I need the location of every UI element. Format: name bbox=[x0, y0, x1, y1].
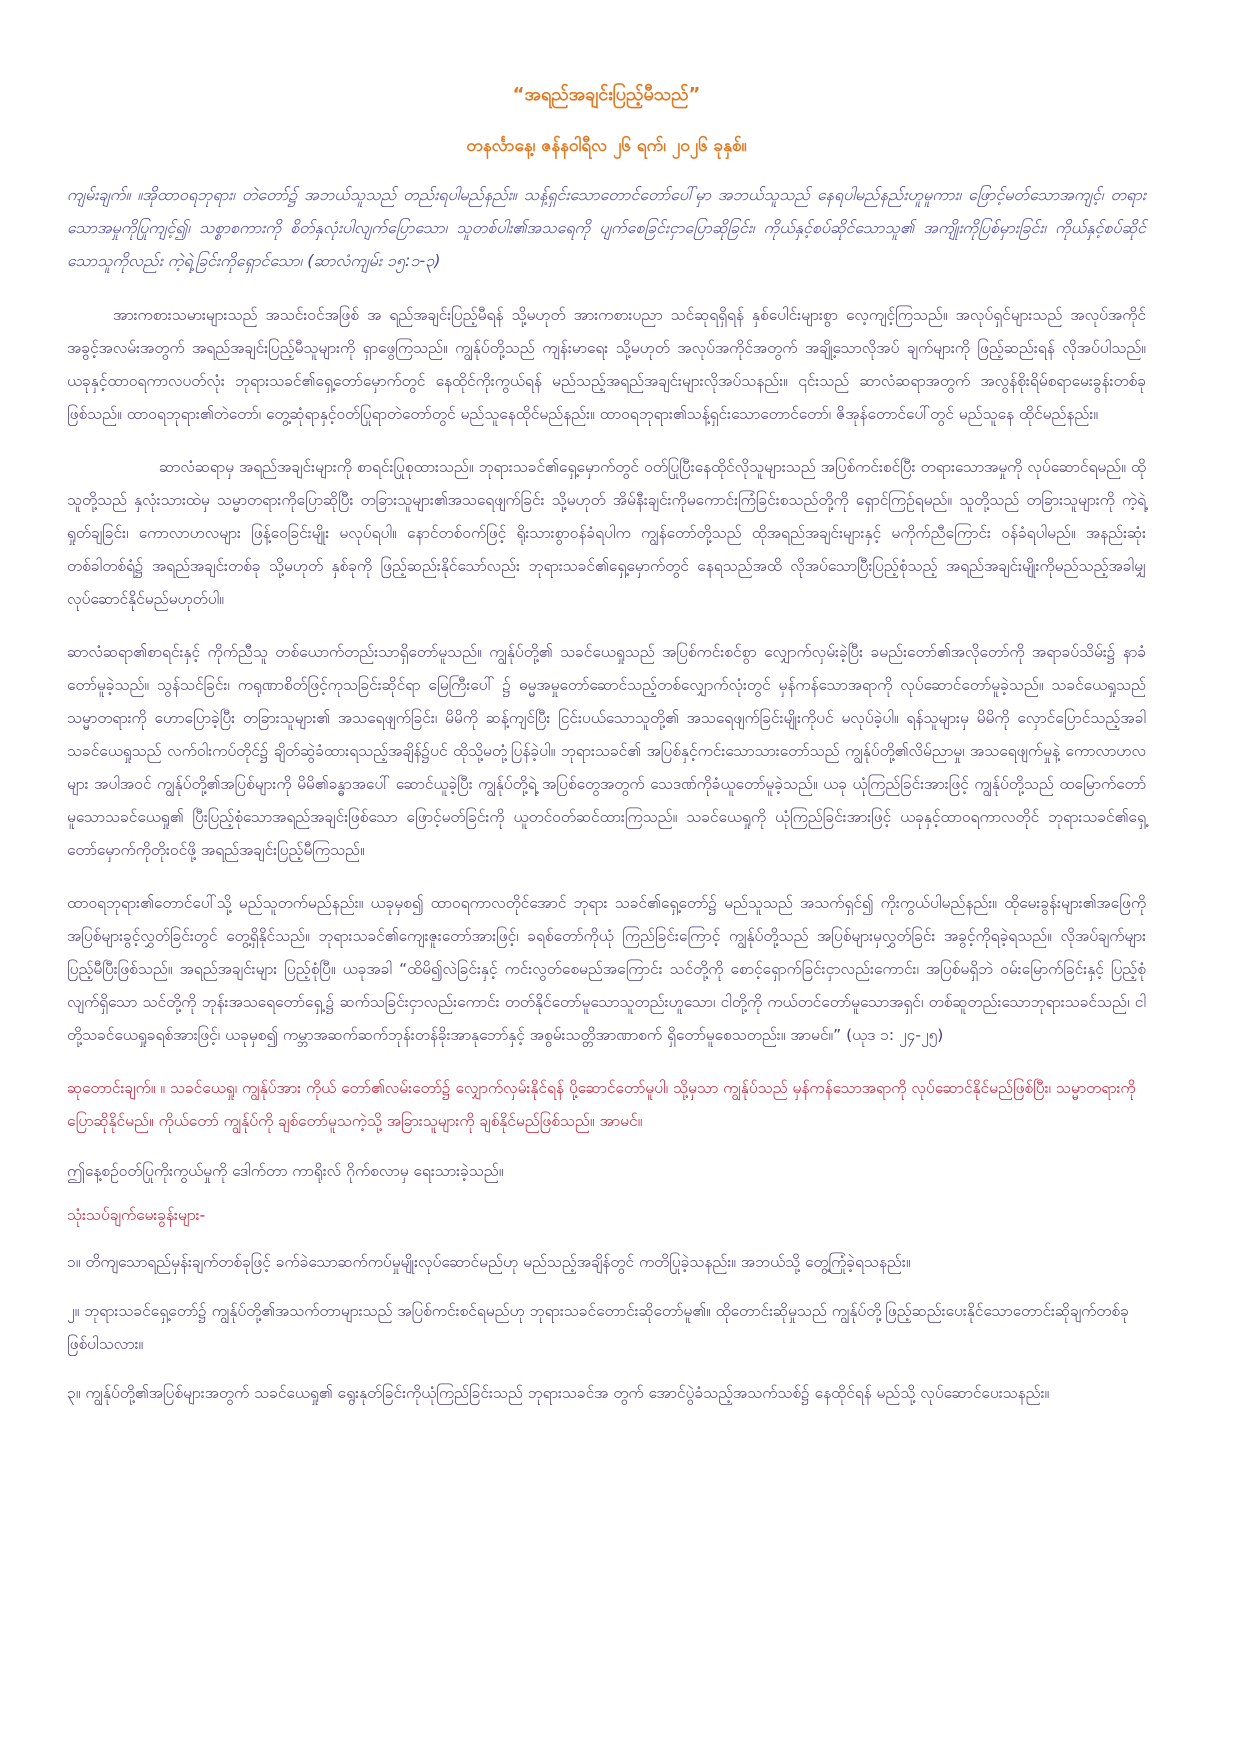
page-title: “အရည်အချင်းပြည့်မီသည်” bbox=[512, 84, 701, 105]
body-paragraph-3: ဆာလံဆရာ၏စာရင်းနှင့် ကိုက်ညီသူ တစ်ယောက်တည်းသာရှိတော်မူသည်။ ကျွန်ုပ်တို့၏ သခင်ယေရှုသည် အပြစ်ကင်းစင်စွာ လျှောက်လှမ်းခဲ့ပြီး ခမည်းတော်၏အလိုတော်ကို အရာခပ်သိမ်း၌ နာခံတော်မူခဲ့သည်။ သွန်သင်ခြင်း၊ ကရုဏာစိတ်ဖြင့်ကုသခြင်းဆိုင်ရာ မြေကြီးပေါ် ၌ ဓမ္မအမှုတော်ဆောင်သည့်တစ်လျှောက်လုံးတွင် မှန်ကန်သောအရာကို လုပ်ဆောင်တော်မူခဲ့သည်။ သခင်ယေရှုသည်သမ္မာတရားကို ဟောပြောခဲ့ပြီး တခြားသူများ၏ အသရေဖျက်ခြင်း၊ မိမိကို ဆန့်ကျင်ပြီး ငြင်းပယ်သောသူတို့၏ အသရေဖျက်ခြင်းမျိုးကိုပင် မလုပ်ခဲ့ပါ။ ရန်သူများမှ မိမိကို လှောင်ပြောင်သည့်အခါ သခင်ယေရှုသည် လက်ဝါးကပ်တိုင်၌ ချိတ်ဆွဲခံထားရသည့်အချိန်၌ပင် ထိုသို့မတုံ့ပြန်ခဲ့ပါ။ ဘုရားသခင်၏ အပြစ်နှင့်ကင်းသောသားတော်သည် ကျွန်ုပ်တို့၏လိမ်ညာမှု၊ အသရေဖျက်မှုနဲ့ ကောလာဟလများ အပါအဝင် ကျွန်ုပ်တို့၏အပြစ်များကို မိမိ၏ခန္ဓာအပေါ် ဆောင်ယူခဲ့ပြီး ကျွန်ုပ်တို့ရဲ့ အပြစ်တွေအတွက် သေဒဏ်ကိုခံယူတော်မူခဲ့သည်။ ယခု ယုံကြည်ခြင်းအားဖြင့် ကျွန်ုပ်တို့သည် ထမြောက်တော်မူသောသခင်ယေရှု၏ ပြီးပြည့်စုံသောအရည်အချင်းဖြစ်သော ဖြောင့်မတ်ခြင်းကို ယူတင်ဝတ်ဆင်ထားကြသည်။ သခင်ယေရှုကို ယုံကြည်ခြင်းအားဖြင့် ယခုနှင့်ထာဝရကာလတိုင် ဘုရားသခင်၏ရှေ့တော်မှောက်ကိုတိုးဝင်ဖို့ အရည်အချင်းပြည့်မီကြသည်။ bbox=[67, 643, 1146, 859]
body-paragraph-2: ဆာလံဆရာမှ အရည်အချင်းများကို စာရင်းပြုစုထားသည်။ ဘုရားသခင်၏ရှေ့မှောက်တွင် ဝတ်ပြုပြီးနေထိုင်လိုသူများသည် အပြစ်ကင်းစင်ပြီး တရားသောအမှုကို လုပ်ဆောင်ရမည်။ ထိုသူတို့သည် နှလုံးသားထဲမှ သမ္မာတရားကိုပြောဆိုပြီး တခြားသူများ၏အသရေဖျက်ခြင်း သို့မဟုတ် အိမ်နီးချင်းကိုမကောင်းကြံခြင်းစသည်တို့ကို ရှောင်ကြဉ်ရမည်။ သူတို့သည် တခြားသူများကို ကဲ့ရဲ့ရှုတ်ချခြင်း၊ ကောလာဟလများ ဖြန့်ဝေခြင်းမျိုး မလုပ်ရပါ။ နောင်တစ်ဝက်ဖြင့် ရိုးသားစွာဝန်ခံရပါက ကျွန်တော်တို့သည် ထိုအရည်အချင်းများနှင့် မကိုက်ညီကြောင်း ဝန်ခံရပါမည်။ အနည်းဆုံး တစ်ခါတစ်ရံ၌ အရည်အချင်းတစ်ခု သို့မဟုတ် နှစ်ခုကို ဖြည့်ဆည်းနိုင်သော်လည်း ဘုရားသခင်၏ရှေ့မှောက်တွင် နေရသည်အထိ လိုအပ်သောပြီးပြည့်စုံသည့် အရည်အချင်းမျိုးကိုမည်သည့်အခါမျှ လုပ်ဆောင်နိုင်မည်မဟုတ်ပါ။ bbox=[67, 458, 1146, 608]
question-item-1: ၁။ တိကျသောရည်မှန်းချက်တစ်ခုဖြင့် ခက်ခဲသောဆက်ကပ်မှုမျိုးလုပ်ဆောင်မည်ဟု မည်သည့်အချိန်တွင် ကတိပြုခဲ့သနည်း။ အဘယ်သို့ တွေ့ကြုံခဲ့ရသနည်း။ bbox=[67, 1253, 911, 1271]
page-date: တနင်္လာနေ့၊ ဇန်နဝါရီလ ၂၆ ရက်၊ ၂၀၂၆ ခုနှစ်။ bbox=[466, 136, 747, 156]
body-paragraph-4: ထာဝရဘုရား၏တောင်ပေါ်သို့ မည်သူတက်မည်နည်း။ ယခုမှစ၍ ထာဝရကာလတိုင်အောင် ဘုရား သခင်၏ရှေ့တော်၌ မည်သူသည် အသက်ရှင်၍ ကိုးကွယ်ပါမည်နည်း။ ထိုမေးခွန်းများ၏အဖြေကို အပြစ်များခွင့်လွှတ်ခြင်းတွင် တွေ့ရှိနိုင်သည်။ ဘုရားသခင်၏ကျေးဇူးတော်အားဖြင့်၊ ခရစ်တော်ကိုယုံ ကြည်ခြင်းကြောင့် ကျွန်ုပ်တို့သည် အပြစ်များမှလွှတ်ခြင်း အခွင့်ကိုရခဲ့ရသည်။ လိုအပ်ချက်များ ပြည့်မီပြီးဖြစ်သည်။ အရည်အချင်းများ ပြည့်စုံပြီ။ ယခုအခါ “ထိမိ၍လဲခြင်းနှင့် ကင်းလွတ်စေမည်အကြောင်း သင်တို့ကို စောင့်ရှောက်ခြင်းငှာလည်းကောင်း၊ အပြစ်မရှိဘဲ ဝမ်းမြောက်ခြင်းနှင့် ပြည့်စုံလျက်ရှိသော သင်တို့ကို ဘုန်းအသရေတော်ရှေ့၌ ဆက်သခြင်းငှာလည်းကောင်း တတ်နိုင်တော်မူသောသူတည်းဟူသော၊ ငါတို့ကို ကယ်တင်တော်မူသောအရှင်၊ တစ်ဆူတည်းသောဘုရားသခင်သည်၊ ငါတို့သခင်ယေရှုခရစ်အားဖြင့်၊ ယခုမှစ၍ ကမ္ဘာအဆက်ဆက်ဘုန်းတန်ခိုးအာနုဘော်နှင့် အစွမ်းသတ္တိအာဏာစက် ရှိတော်မူစေသတည်း။ အာမင်။” (ယုဒ ၁: ၂၄-၂၅) bbox=[67, 894, 1146, 1044]
prayer-text: ဆုတောင်းချက်။ ။ သခင်ယေရှု၊ ကျွန်ုပ်အား ကိုယ် တော်၏လမ်းတော်၌ လျှောက်လှမ်းနိုင်ရန် ပို့ဆောင်တော်မူပါ၊ သို့မှသာ ကျွန်ုပ်သည် မှန်ကန်သောအရာကို လုပ်ဆောင်နိုင်မည်ဖြစ်ပြီး၊ သမ္မာတရားကို ပြောဆိုနိုင်မည်။ ကိုယ်တော် ကျွန်ုပ်ကို ချစ်တော်မူသကဲ့သို့ အခြားသူများကို ချစ်နိုင်မည်ဖြစ်သည်။ အာမင်။ bbox=[67, 1079, 1136, 1130]
body-paragraph-1: အားကစားသမားများသည် အသင်းဝင်အဖြစ် အ ရည်အချင်းပြည့်မီရန် သို့မဟုတ် အားကစားပညာ သင်ဆုရရှိရန် နှစ်ပေါင်းများစွာ လေ့ကျင့်ကြသည်။ အလုပ်ရှင်များသည် အလုပ်အကိုင်အခွင့်အလမ်းအတွက် အရည်အချင်းပြည့်မီသူများကို ရှာဖွေကြသည်။ ကျွန်ုပ်တို့သည် ကျန်းမာရေး သို့မဟုတ် အလုပ်အကိုင်အတွက် အချို့သောလိုအပ် ချက်များကို ဖြည့်ဆည်းရန် လိုအပ်ပါသည်။ ယခုနှင့်ထာဝရကာလပတ်လုံး ဘုရားသခင်၏ရှေ့တော်မှောက်တွင် နေထိုင်ကိုးကွယ်ရန် မည်သည့်အရည်အချင်းများလိုအပ်သနည်း။ ၎င်းသည် ဆာလံဆရာအတွက် အလွန်စိုးရိမ်စရာမေးခွန်းတစ်ခုဖြစ်သည်။ ထာဝရဘုရား၏တဲတော်၊ တွေ့ဆုံရာနှင့်ဝတ်ပြုရာတဲတော်တွင် မည်သူနေထိုင်မည်နည်း။ ထာဝရဘုရား၏သန့်ရှင်းသောတောင်တော်၊ ဇိအုန်တောင်ပေါ်တွင် မည်သူနေ ထိုင်မည်နည်း။ bbox=[67, 306, 1146, 423]
questions-heading: သုံးသပ်ချက်မေးခွန်းများ- bbox=[67, 1206, 206, 1224]
question-item-2: ၂။ ဘုရားသခင်ရှေ့တော်၌ ကျွန်ုပ်တို့၏အသက်တာများသည် အပြစ်ကင်းစင်ရမည်ဟု ဘုရားသခင်တောင်းဆိုတော်မူ၏။ ထိုတောင်းဆိုမှုသည် ကျွန်ုပ်တို့ဖြည့်ဆည်းပေးနိုင်သောတောင်းဆိုချက်တစ်ခုဖြစ်ပါသလား။ bbox=[67, 1302, 1129, 1353]
scripture-verse: ကျမ်းချက်။ ။အိုထာဝရဘုရား၊ တဲတော်၌ အဘယ်သူသည် တည်းရပါမည်နည်း။ သန့်ရှင်းသောတောင်တော်ပေါ်မှာ အဘယ်သူသည် နေရပါမည်နည်းဟူမူကား၊ ဖြောင့်မတ်သောအကျင့်၊ တရားသောအမှုကိုပြုကျင့်၍၊ သစ္စာစကားကို စိတ်နှလုံးပါလျက်ပြောသော၊ သူတစ်ပါး၏အသရေကို ပျက်စေခြင်းငှာပြောဆိုခြင်း၊ ကိုယ်နှင့်စပ်ဆိုင်သောသူ၏ အကျိုးကိုပြစ်မှားခြင်း၊ ကိုယ်နှင့်စပ်ဆိုင်သောသူကိုလည်း ကဲ့ရဲ့ခြင်းကိုရှောင်သော၊ (ဆာလံကျမ်း ၁၅:၁-၃) bbox=[67, 185, 1146, 270]
author-credit: ဤနေ့စဉ်ဝတ်ပြုကိုးကွယ်မှုကို ဒေါက်တာ ကာရိုးလ် ဂိုက်စလာမှ ရေးသားခဲ့သည်။ bbox=[67, 1162, 504, 1180]
question-item-3: ၃။ ကျွန်ုပ်တို့၏အပြစ်များအတွက် သခင်ယေရှု၏ ရွေးနုတ်ခြင်းကိုယုံကြည်ခြင်းသည် ဘုရားသခင်အ တွက် အောင်ပွဲခံသည့်အသက်သစ်၌ နေထိုင်ရန် မည်သို့ လုပ်ဆောင်ပေးသနည်း။ bbox=[67, 1384, 1050, 1402]
